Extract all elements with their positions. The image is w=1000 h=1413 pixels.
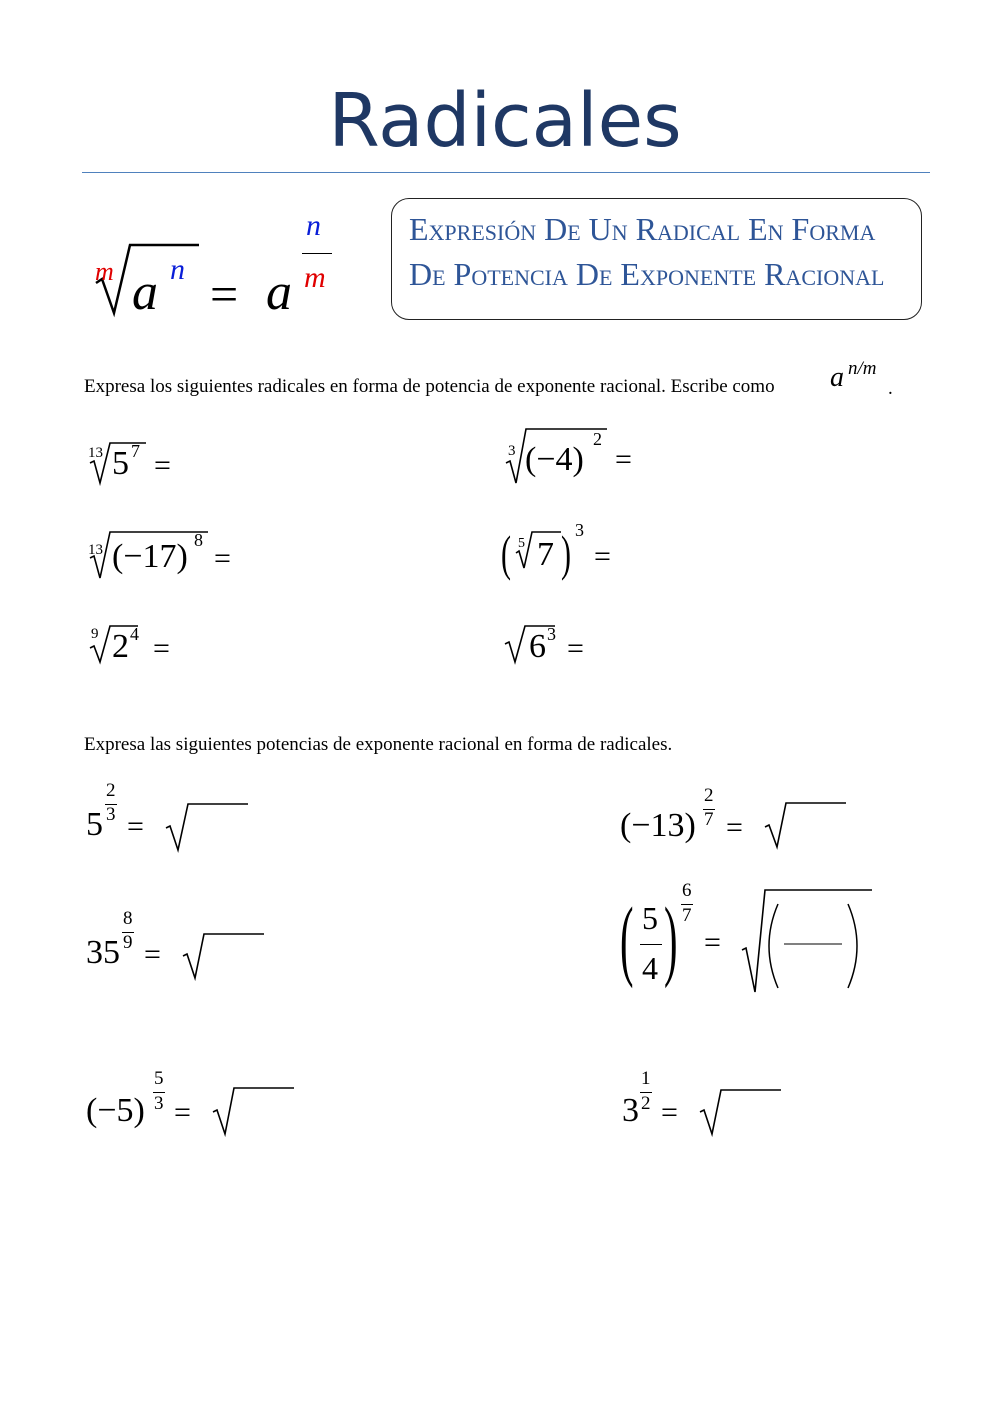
radical-exponent: 2 (593, 429, 602, 449)
equals-sign: = (661, 1096, 678, 1129)
power-base: 5 (86, 806, 103, 843)
answer-close-paren (848, 904, 857, 988)
equals-sign: = (704, 926, 721, 959)
radical-base: 2 (112, 628, 129, 665)
power-base: (−5) (86, 1092, 145, 1129)
answer-radical (620, 880, 880, 1000)
radical-sign (501, 520, 641, 590)
rule-box (391, 198, 922, 320)
power-exercise-6 (622, 1068, 802, 1148)
radical-base: 6 (529, 628, 546, 665)
equals-sign: = (615, 443, 632, 476)
formula-fraction-denominator: m (304, 261, 326, 294)
radical-exponent: 7 (131, 441, 140, 461)
equals-sign: = (726, 811, 743, 844)
radical-index: 13 (88, 445, 103, 461)
radical-sign (503, 620, 623, 680)
radical-exponent: 3 (547, 624, 556, 644)
exponent-numerator: 1 (641, 1068, 651, 1089)
exponent-denominator: 9 (123, 932, 133, 953)
equals-sign: = (127, 810, 144, 843)
radical-base: 7 (537, 536, 554, 573)
exponent-numerator: 5 (154, 1068, 164, 1089)
base-fraction-bar (640, 944, 662, 945)
exponent-denominator: 7 (704, 809, 714, 830)
radical-exponent: 8 (194, 530, 203, 550)
equals-sign: = (214, 542, 231, 575)
section2-instruction: Expresa las siguientes potencias de exponente racional en forma de radicales. (84, 734, 673, 755)
page-title: Radicales (328, 78, 682, 164)
answer-open-paren (769, 904, 778, 988)
equals-sign: = (153, 632, 170, 665)
power-base: 35 (86, 934, 120, 971)
radical-exercise-1 (86, 435, 206, 495)
radical-exercise-5 (86, 620, 206, 680)
instruction-math-exp: n/m (848, 358, 877, 379)
rule-box-line-2: De Potencia De Exponente Racional (409, 256, 885, 292)
radical-index: 3 (508, 443, 516, 459)
exponent-numerator: 2 (106, 780, 116, 801)
radical-index: 5 (518, 536, 525, 551)
exponent-denominator: 2 (641, 1093, 651, 1114)
open-paren: ( (620, 890, 634, 989)
open-paren: ( (501, 525, 511, 581)
rule-box-line-1: Expresión De Un Radical En Forma (409, 211, 876, 247)
base-numerator: 5 (642, 900, 658, 936)
exponent-numerator: 2 (704, 785, 714, 806)
formula-equals: = (210, 266, 239, 322)
close-paren: ) (561, 525, 571, 581)
radical-exercise-6 (503, 620, 623, 680)
equals-sign: = (144, 938, 161, 971)
formula-base-a: a (132, 264, 158, 321)
radical-index: 9 (91, 626, 99, 642)
formula-fraction-bar (302, 253, 332, 254)
exponent-numerator: 8 (123, 908, 133, 929)
base-denominator: 4 (642, 950, 658, 986)
radical-exercise-4 (501, 520, 641, 590)
formula-exp-n: n (170, 253, 185, 286)
exponent-denominator: 3 (154, 1093, 164, 1114)
radical-base: (−17) (112, 538, 188, 575)
exponent-numerator: 6 (682, 880, 692, 901)
instruction-end: . (888, 378, 893, 399)
main-formula (84, 205, 354, 335)
close-paren: ) (664, 890, 678, 989)
power-base: (−13) (620, 807, 696, 844)
equals-sign: = (594, 540, 611, 573)
radical-sign (86, 435, 206, 495)
radical-sign (86, 620, 206, 680)
power-exercise-5 (86, 1068, 306, 1148)
formula-fraction-numerator: n (306, 209, 321, 242)
radical-exponent: 4 (130, 624, 139, 644)
equals-sign: = (174, 1096, 191, 1129)
radical-base: 5 (112, 445, 129, 482)
exponent-denominator: 7 (682, 905, 692, 926)
radical-base: (−4) (525, 441, 584, 478)
power-exercise-4 (620, 880, 880, 1000)
equals-sign: = (154, 449, 171, 482)
instruction-math-base: a (830, 362, 844, 393)
radical-exercise-3 (86, 528, 256, 588)
equals-sign: = (567, 632, 584, 665)
power-exercise-1 (86, 780, 266, 860)
formula-result-base-a: a (266, 264, 292, 321)
power-base: 3 (622, 1092, 639, 1129)
title-divider (82, 172, 930, 173)
formula-index-m: m (95, 257, 114, 286)
power-exercise-3 (86, 908, 286, 988)
radical-exercise-2 (503, 425, 653, 495)
section1-instruction: Expresa los siguientes radicales en forma de potencia de exponente racional. Escribe como (84, 376, 775, 397)
exponent-denominator: 3 (106, 804, 116, 825)
radical-exponent: 3 (575, 520, 584, 540)
radical-index: 13 (88, 542, 103, 558)
power-exercise-2 (620, 785, 860, 865)
